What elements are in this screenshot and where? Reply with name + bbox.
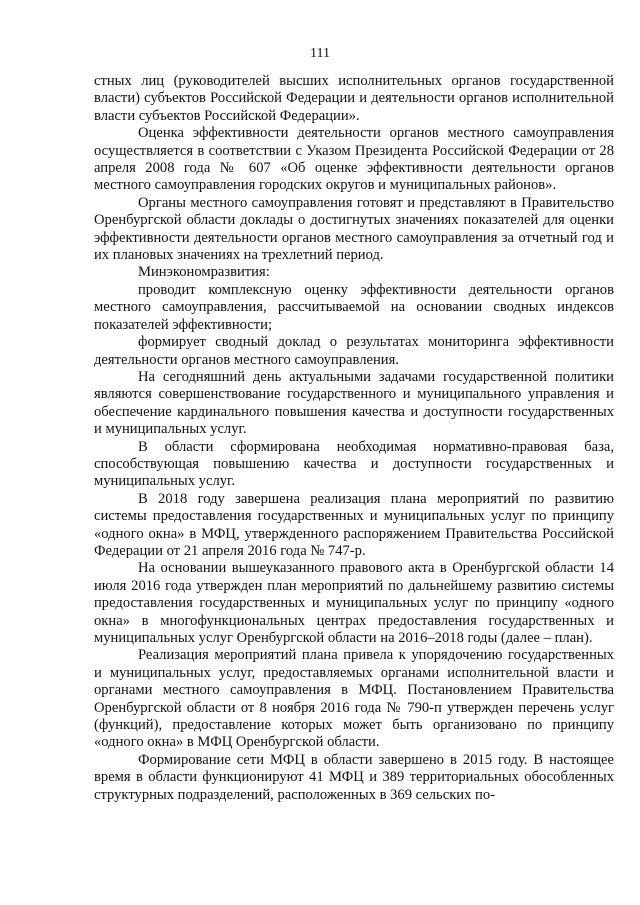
- paragraph: Минэкономразвития:: [138, 264, 270, 281]
- paragraph: стных лиц (руководителей высших исполнительных органов государственной власти) субъектов Российской Федерации и деятельности органов исполнительной власти субъектов Российской Федерации».: [94, 73, 614, 124]
- document-body: [94, 73, 614, 804]
- paragraph: Формирование сети МФЦ в области завершено в 2015 году. В настоящее время в области функционируют 41 МФЦ и 389 территориальных обособленных структурных подразделений, расположенных в 369 сельских по-: [94, 751, 614, 803]
- paragraph: В 2018 году завершена реализация плана мероприятий по развитию системы предоставления государственных и муниципальных услуг по принципу «одного окна» в МФЦ, утвержденного распоряжением Правительства Российской Федерации от 21 апреля 2016 года № 747-р.: [94, 490, 614, 559]
- paragraph: Оценка эффективности деятельности органов местного самоуправления осуществляется в соответствии с Указом Президента Российской Федерации от 28 апреля 2008 года № 607 «Об оценке эффективности деятельности органов местного самоуправления городских округов и муниципальных районов».: [94, 125, 614, 194]
- paragraph: формирует сводный доклад о результатах мониторинга эффективности деятельности органов местного самоуправления.: [94, 334, 614, 368]
- paragraph: В области сформирована необходимая нормативно-правовая база, способствующая повышению качества и доступности государственных и муниципальных услуг.: [94, 438, 614, 490]
- paragraph: На основании вышеуказанного правового акта в Оренбургской области 14 июля 2016 года утвержден план мероприятий по дальнейшему развитию системы предоставления государственных и муниципальных услуг по принципу «одного окна» в многофункциональных центрах предоставления государственных и муниципальных услуг Оренбургской области на 2016–2018 годы (далее – план).: [94, 560, 614, 646]
- paragraph: Реализация мероприятий плана привела к упорядочению государственных и муниципальных услуг, предоставляемых органами исполнительной власти и органами местного самоуправления в МФЦ. Постановлением Правительства Оренбургской области от 8 ноября 2016 года № 790-п утвержден перечень услуг (функций), предоставление которых может быть организовано по принципу «одного окна» в МФЦ Оренбургской области.: [94, 647, 614, 751]
- paragraph: Органы местного самоуправления готовят и представляют в Правительство Оренбургской области доклады о достигнутых значениях показателей для оценки эффективности деятельности органов местного самоуправления за отчетный год и их плановых значениях на трехлетний период.: [94, 194, 614, 264]
- paragraph: На сегодняшний день актуальными задачами государственной политики являются совершенствование государственного и муниципального управления и обеспечение кардинального повышения качества и доступности государственных и муниципальных услуг.: [94, 368, 614, 438]
- page-number: 111: [310, 46, 330, 61]
- paragraph: проводит комплексную оценку эффективности деятельности органов местного самоуправления, рассчитываемой на основании сводных индексов показателей эффективности;: [94, 281, 614, 333]
